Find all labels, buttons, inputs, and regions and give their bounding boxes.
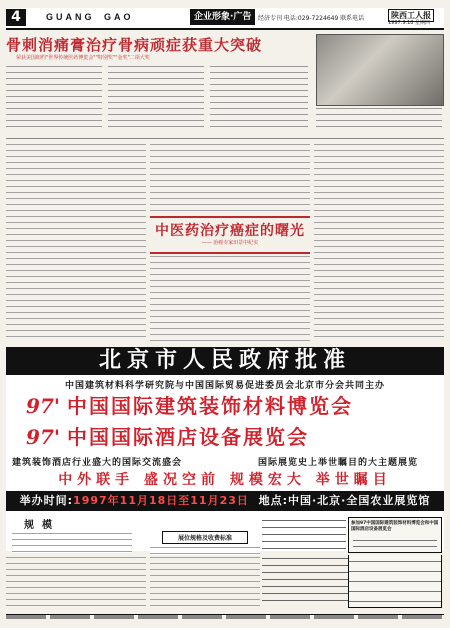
expo-year-label-2: 97' (26, 425, 60, 449)
feature-column-1 (6, 142, 146, 342)
expo-dates-prefix: 举办时间: (19, 494, 74, 507)
registration-form-title: 参加97中国国际建筑装饰材料博览会和中国国际酒店设备展览会 (351, 521, 439, 532)
expo-title-building-materials (6, 392, 444, 420)
ad-photo (316, 34, 444, 106)
expo-title-hotel-equipment (6, 423, 444, 451)
feature-subtitle: —— 治癌专家田景中纪实 (201, 240, 259, 246)
expo-location: 地点:中国·北京·全国农业展览馆 (258, 494, 431, 507)
rules-title: 规模 (24, 520, 60, 531)
feature-column-2-top (150, 142, 310, 212)
contact-text-continued (262, 555, 348, 607)
ad-headline: 骨刺消痛膏治疗骨病顽症获重大突破 (6, 36, 263, 54)
registration-form-fields (348, 555, 442, 608)
booth-fees-text (150, 545, 260, 555)
feature-title-box (150, 216, 310, 254)
registration-form (348, 517, 442, 553)
rules-text (12, 531, 132, 553)
header-guang: GUANG (46, 12, 95, 22)
feature-title: 中医药治疗癌症的曙光 (155, 223, 305, 239)
page-header (6, 8, 444, 30)
expo-banner: 北京市人民政府批准 (6, 347, 444, 375)
booth-fees-title: 展位规格及收费标准 (162, 531, 248, 544)
expo-tagline-1: 建筑装饰酒店行业盛大的国际交流盛会 (12, 458, 183, 468)
ad-body-column-1 (6, 64, 102, 132)
header-info: 经济专刊 电话:029-7224649 联系电话 (258, 15, 365, 22)
ad-body-column-3 (210, 64, 308, 132)
issue-date: 1997.9.18 星期四 (388, 20, 431, 26)
newspaper-name: 陕西工人报 (388, 9, 434, 22)
header-gao: GAO (104, 12, 134, 22)
ad-subhead: 荣获美国纽约"世界传统医药博览会""特别奖""金奖"二项大奖 (16, 55, 150, 61)
feature-column-3 (314, 142, 444, 342)
expo-row1-text: 中国国际建筑装饰材料博览会 (66, 394, 353, 418)
expo-dates-value: 1997年11月18日至11月23日 (73, 494, 249, 507)
photo-caption (316, 106, 442, 132)
expo-year-label: 97' (26, 394, 60, 418)
bone-ointment-ad (6, 32, 444, 134)
form-line (353, 546, 437, 547)
feature-column-2-bottom (150, 254, 310, 342)
expo-row2-text: 中国国际酒店设备展览会 (66, 425, 309, 449)
rules-text-continued (6, 555, 146, 607)
page-number: 4 (6, 9, 26, 26)
booth-fees-text-continued (150, 555, 260, 607)
expo-ad (6, 347, 444, 551)
form-line (353, 540, 437, 541)
section-label: 企业形象·广告 (190, 9, 255, 25)
contact-text (262, 517, 346, 551)
expo-organizers: 中国建筑材料科学研究院与中国国际贸易促进委员会北京市分会共同主办 (64, 381, 385, 391)
expo-tagline-2: 国际展览史上举世瞩目的大主题展览 (258, 458, 419, 468)
footer-strip (6, 614, 444, 619)
ad-body-column-2 (108, 64, 204, 132)
expo-slogan: 中外联手 盛况空前 规模宏大 举世瞩目 (58, 472, 392, 488)
expo-dates-bar (6, 491, 444, 511)
section-divider (6, 138, 444, 139)
